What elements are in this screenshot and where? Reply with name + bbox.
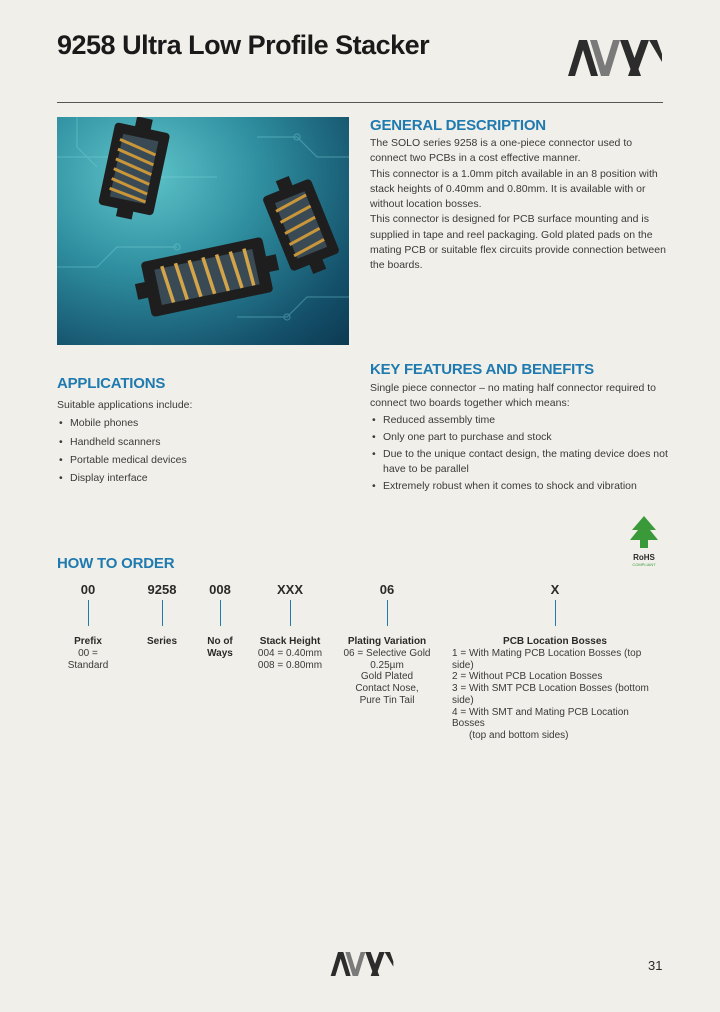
- order-desc-plating: [337, 648, 437, 707]
- list-item: • Extremely robust when it comes to shock and vibration: [370, 479, 670, 494]
- page-number: 31: [648, 958, 663, 973]
- product-photo: [57, 117, 349, 345]
- list-item: • Only one part to purchase and stock: [370, 430, 670, 445]
- order-desc-prefix: 00 = Standard: [67, 648, 109, 671]
- order-desc-line: 06 = Selective Gold: [343, 648, 431, 659]
- order-code-ways: 008: [209, 582, 231, 597]
- key-features-body: [370, 381, 670, 494]
- list-item: • Due to the unique contact design, the mating device does not have to be parallel: [370, 447, 670, 478]
- tree-icon: [628, 516, 660, 548]
- header-divider: [57, 102, 663, 103]
- general-description-heading: GENERAL DESCRIPTION: [370, 117, 546, 134]
- order-desc-stack: [252, 648, 328, 671]
- order-desc-line: 2 = Without PCB Location Bosses: [452, 671, 603, 683]
- rohs-sublabel: COMPLIANT: [632, 562, 656, 567]
- how-to-order-heading: HOW TO ORDER: [57, 555, 175, 572]
- order-connector-line: [290, 600, 291, 626]
- page-title: 9258 Ultra Low Profile Stacker: [57, 30, 430, 60]
- order-connector-line: [220, 600, 221, 626]
- order-code-stack: XXX: [276, 582, 303, 597]
- order-label-pcb: PCB Location Bosses: [503, 636, 607, 647]
- list-item: • Reduced assembly time: [370, 413, 670, 428]
- key-features-list: [370, 413, 670, 494]
- order-desc-line: 4 = With SMT and Mating PCB Location Bosses: [452, 706, 629, 730]
- order-code-prefix: 00: [80, 582, 96, 597]
- applications-list: [57, 416, 317, 486]
- order-desc-line: 3 = With SMT PCB Location Bosses (bottom side): [452, 683, 649, 706]
- order-label-series: Series: [146, 636, 178, 647]
- description-paragraph: The SOLO series 9258 is a one-piece connector used to connect two PCBs in a cost effective manner.: [370, 137, 633, 165]
- order-desc-line: Contact Nose,: [355, 683, 419, 695]
- order-code-series: 9258: [147, 582, 177, 597]
- order-desc-line: 0.25µm: [370, 659, 404, 671]
- order-code-pcb: X: [550, 582, 560, 597]
- order-connector-line: [88, 600, 89, 626]
- description-paragraph: This connector is a 1.0mm pitch available in an 8 position with stack heights of 0.40mm and 0.80mm. It is available with or without location bosses.: [370, 167, 658, 211]
- avx-logo-footer: [330, 952, 394, 976]
- description-paragraph: This connector is designed for PCB surface mounting and is supplied in tape and reel packaging. Gold plated pads on the mating PCB or suitable flex circuits provide connection between the boards.: [370, 213, 666, 272]
- order-code-plating: 06: [379, 582, 395, 597]
- rohs-badge: [628, 516, 660, 567]
- order-label-ways-line: No of: [207, 636, 233, 647]
- applications-heading: APPLICATIONS: [57, 375, 166, 392]
- order-desc-pcb: [452, 648, 662, 742]
- order-label-plating: Plating Variation: [347, 636, 427, 647]
- order-label-prefix: Prefix: [74, 636, 102, 647]
- general-description-body: [370, 136, 670, 274]
- order-desc-line: 004 = 0.40mm: [257, 648, 323, 659]
- order-desc-line: Gold Plated: [360, 671, 414, 683]
- order-desc-line: Pure Tin Tail: [359, 694, 415, 706]
- order-connector-line: [162, 600, 163, 626]
- order-label-ways: [200, 636, 240, 660]
- list-item: • Portable medical devices: [57, 453, 317, 468]
- order-desc-line: (top and bottom sides): [469, 729, 569, 741]
- order-connector-line: [387, 600, 388, 626]
- avx-logo: [568, 40, 662, 76]
- key-features-intro: Single piece connector – no mating half connector required to connect two boards together which means:: [370, 382, 657, 410]
- list-item: • Display interface: [57, 471, 317, 486]
- order-connector-line: [555, 600, 556, 626]
- list-item: • Handheld scanners: [57, 435, 317, 450]
- order-label-stack: Stack Height: [259, 636, 321, 647]
- order-desc-line: 008 = 0.80mm: [257, 659, 323, 671]
- order-label-ways-line: Ways: [207, 648, 233, 659]
- rohs-label: RoHS: [633, 553, 655, 562]
- order-desc-line: 1 = With Mating PCB Location Bosses (top side): [452, 648, 642, 671]
- key-features-heading: KEY FEATURES AND BENEFITS: [370, 361, 594, 378]
- list-item: • Mobile phones: [57, 416, 317, 431]
- applications-intro: Suitable applications include:: [57, 399, 193, 411]
- applications-body: [57, 398, 317, 486]
